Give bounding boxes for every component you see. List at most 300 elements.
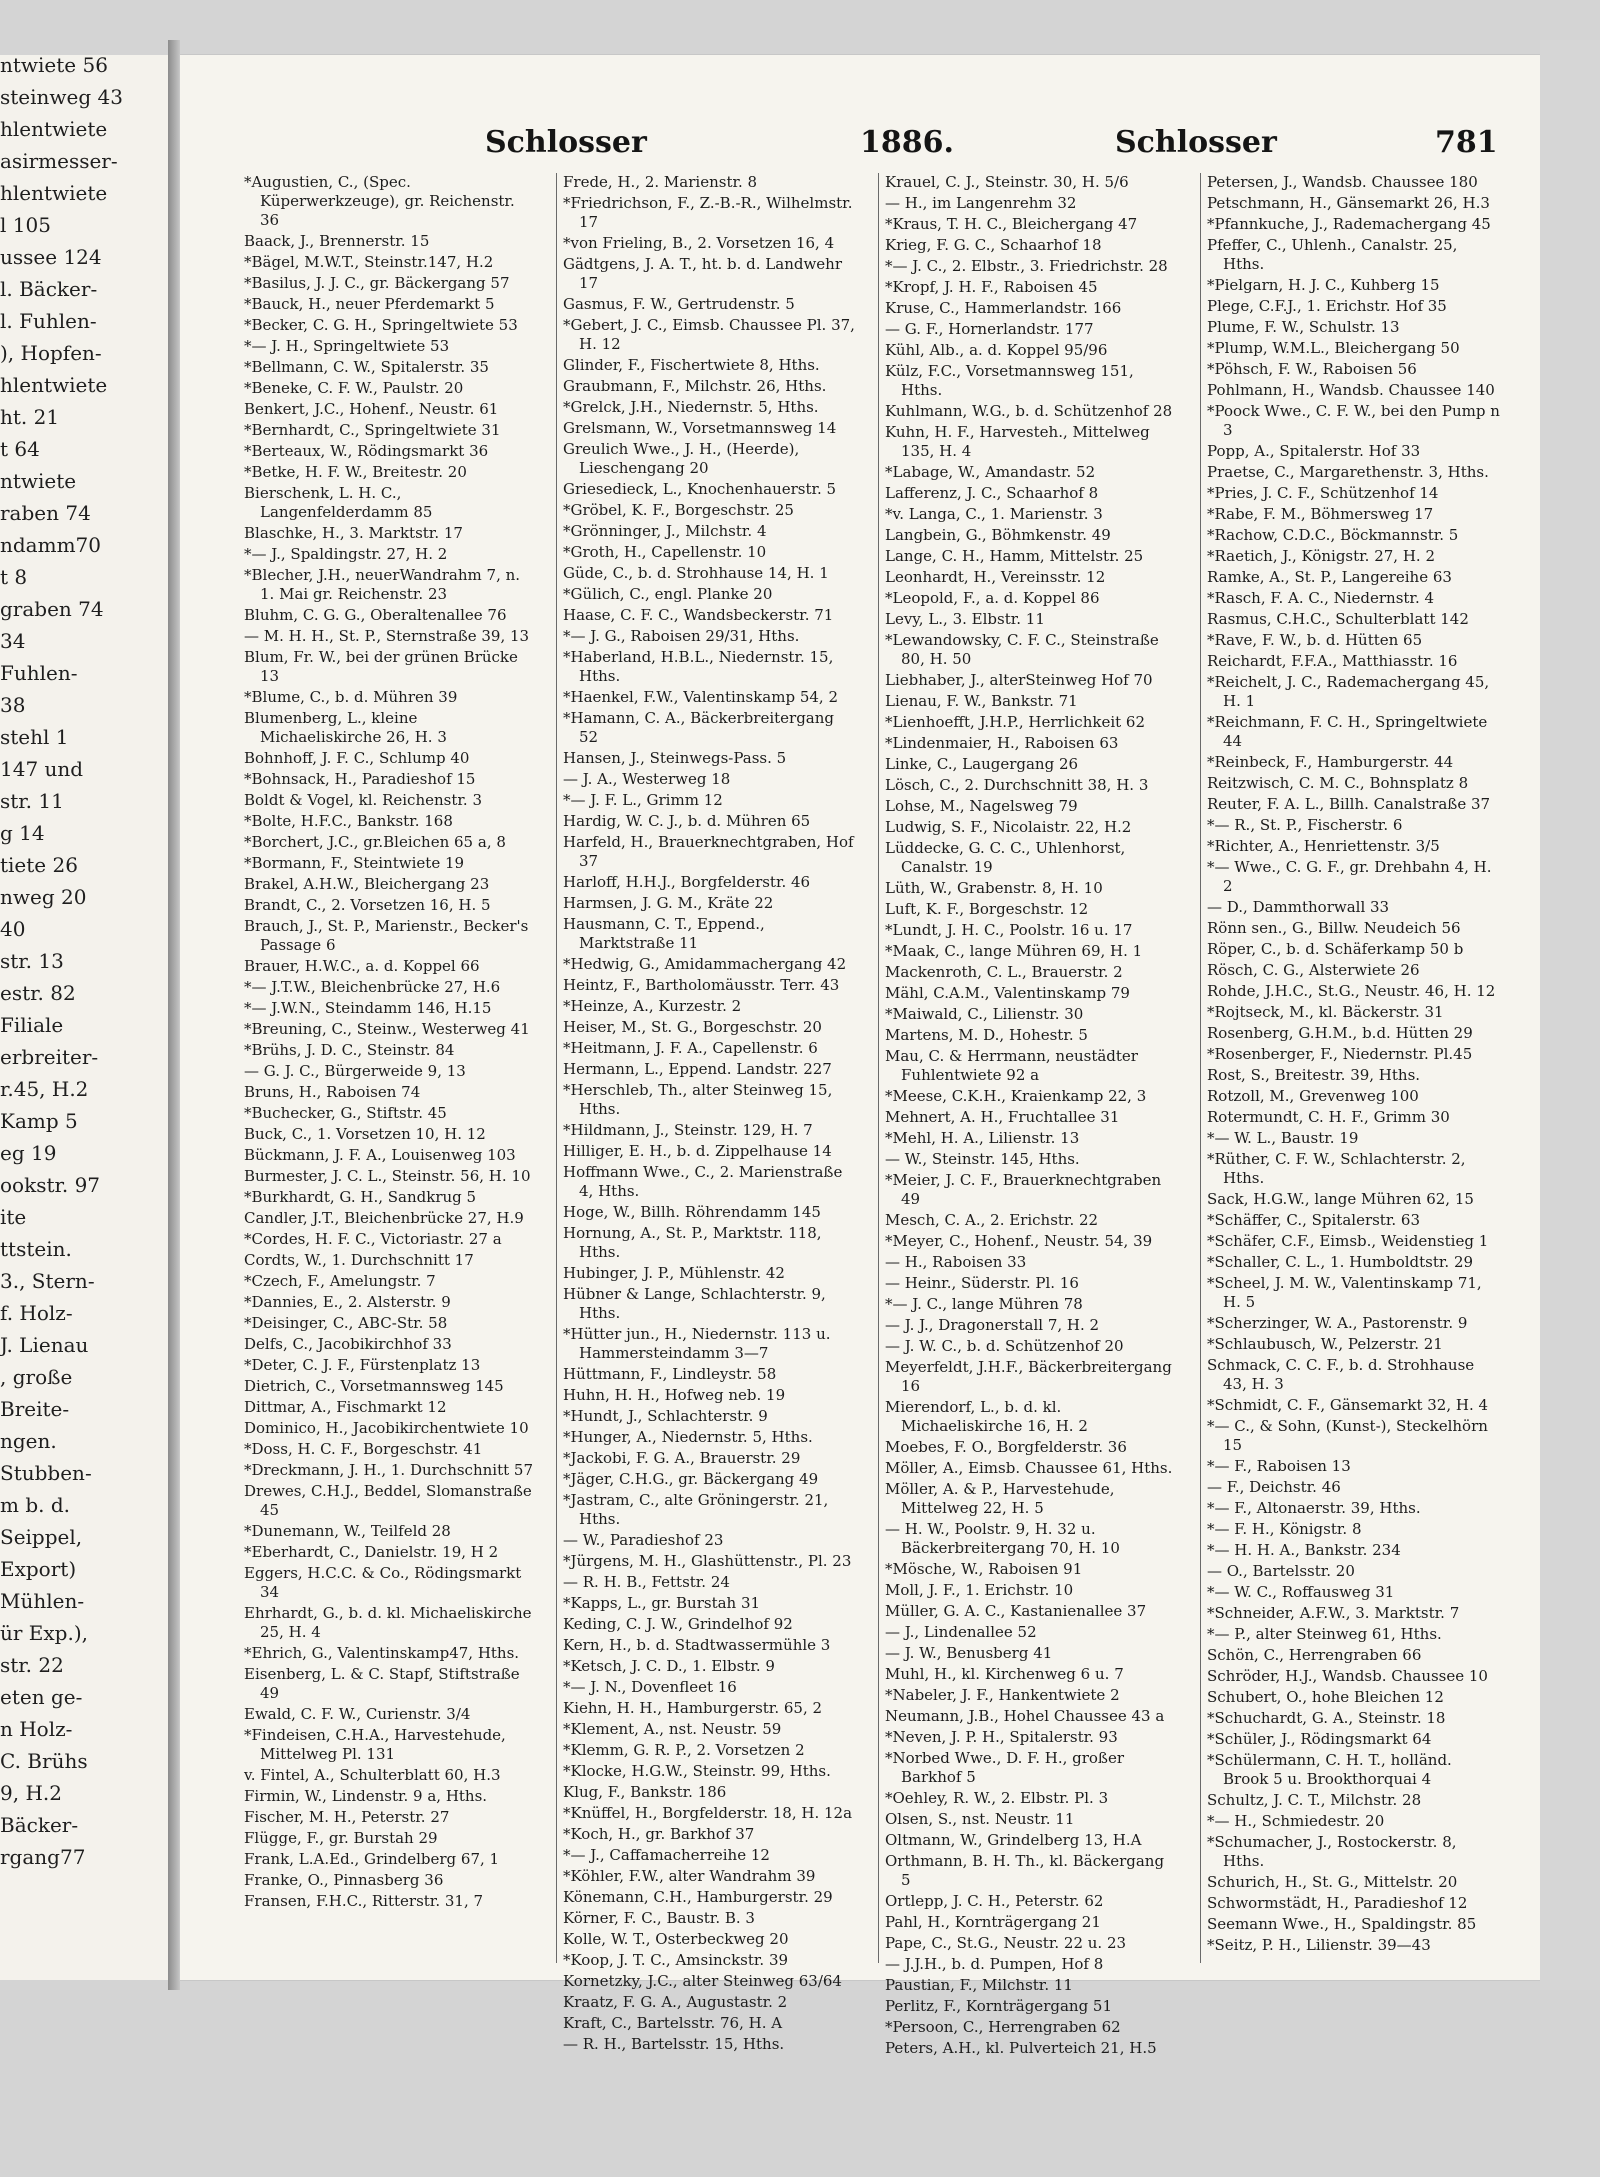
directory-entry: Harmsen, J. G. M., Kräte 22: [563, 894, 774, 912]
directory-entry: Muhl, H., kl. Kirchenweg 6 u. 7: [885, 1665, 1124, 1683]
directory-entry: — J. A., Westerweg 18: [563, 770, 731, 788]
directory-entry: Möller, A., Eimsb. Chaussee 61, Hths.: [885, 1459, 1173, 1477]
directory-entry: Liebhaber, J., alterSteinweg Hof 70: [885, 671, 1153, 689]
directory-entry: Hubinger, J. P., Mühlenstr. 42: [563, 1264, 785, 1282]
directory-entry: *Reinbeck, F., Hamburgerstr. 44: [1207, 753, 1454, 771]
directory-entry: *Berteaux, W., Rödingsmarkt 36: [244, 442, 489, 460]
directory-entry: *Kapps, L., gr. Burstah 31: [563, 1594, 761, 1612]
directory-entry: *— P., alter Steinweg 61, Hths.: [1207, 1625, 1442, 1643]
directory-entry: — M. H. H., St. P., Sternstraße 39, 13: [244, 627, 530, 645]
directory-entry: *Schneider, A.F.W., 3. Marktstr. 7: [1207, 1604, 1460, 1622]
directory-entry: Linke, C., Laugergang 26: [885, 755, 1079, 773]
prev-page-line: str. 22: [0, 1653, 64, 1677]
directory-entry: Hornung, A., St. P., Marktstr. 118, Hths.: [563, 1224, 822, 1261]
prev-page-line: Breite-: [0, 1397, 70, 1421]
directory-entry: *Jürgens, M. H., Glashüttenstr., Pl. 23: [563, 1552, 852, 1570]
directory-entry: Röper, C., b. d. Schäferkamp 50 b: [1207, 940, 1464, 958]
directory-entry: *Pöhsch, F. W., Raboisen 56: [1207, 360, 1417, 378]
directory-entry: *Grönninger, J., Milchstr. 4: [563, 522, 767, 540]
directory-entry: *Klemm, G. R. P., 2. Vorsetzen 2: [563, 1741, 805, 1759]
directory-entry: *Rabe, F. M., Böhmersweg 17: [1207, 505, 1434, 523]
directory-entry: — F., Deichstr. 46: [1207, 1478, 1341, 1496]
directory-entry: *Bolte, H.F.C., Bankstr. 168: [244, 812, 453, 830]
directory-entry: *v. Langa, C., 1. Marienstr. 3: [885, 505, 1103, 523]
directory-entry: Schröder, H.J., Wandsb. Chaussee 10: [1207, 1667, 1488, 1685]
directory-entry: Luft, K. F., Borgeschstr. 12: [885, 900, 1089, 918]
directory-entry: *Schumacher, J., Rostockerstr. 8, Hths.: [1207, 1833, 1457, 1870]
directory-entry: Eisenberg, L. & C. Stapf, Stiftstraße 49: [244, 1665, 520, 1702]
prev-page-line: Export): [0, 1557, 77, 1581]
directory-entry: Fischer, M. H., Peterstr. 27: [244, 1808, 450, 1826]
prev-page-line: ntwiete 56: [0, 53, 108, 77]
directory-entry: *Hedwig, G., Amidammachergang 42: [563, 955, 847, 973]
directory-columns: [238, 173, 1518, 2057]
prev-page-line: estr. 82: [0, 981, 76, 1005]
directory-entry: Kruse, C., Hammerlandstr. 166: [885, 299, 1122, 317]
directory-entry: Hübner & Lange, Schlachterstr. 9, Hths.: [563, 1285, 826, 1322]
directory-entry: v. Fintel, A., Schulterblatt 60, H.3: [244, 1766, 501, 1784]
directory-entry: Plege, C.F.J., 1. Erichstr. Hof 35: [1207, 297, 1447, 315]
directory-entry: Brauch, J., St. P., Marienstr., Becker's Passage 6: [244, 917, 529, 954]
page-number: 781: [1435, 125, 1498, 160]
directory-entry: Candler, J.T., Bleichenbrücke 27, H.9: [244, 1209, 524, 1227]
directory-entry: — J. J., Dragonerstall 7, H. 2: [885, 1316, 1100, 1334]
directory-entry: Hoffmann Wwe., C., 2. Marienstraße 4, Hths.: [563, 1163, 843, 1200]
prev-page-line: Filiale: [0, 1013, 64, 1037]
directory-entry: — Heinr., Süderstr. Pl. 16: [885, 1274, 1079, 1292]
directory-entry: Seemann Wwe., H., Spaldingstr. 85: [1207, 1915, 1477, 1933]
directory-entry: *Doss, H. C. F., Borgeschstr. 41: [244, 1440, 483, 1458]
directory-entry: Pfeffer, C., Uhlenh., Canalstr. 25, Hths.: [1207, 236, 1458, 273]
directory-entry: *— F. H., Königstr. 8: [1207, 1520, 1362, 1538]
directory-entry: — J., Lindenallee 52: [885, 1623, 1037, 1641]
directory-entry: *Richter, A., Henriettenstr. 3/5: [1207, 837, 1440, 855]
prev-page-line: 38: [0, 693, 26, 717]
directory-entry: — W., Paradieshof 23: [563, 1531, 724, 1549]
directory-entry: *Schaller, C. L., 1. Humboldtstr. 29: [1207, 1253, 1474, 1271]
directory-entry: Perlitz, F., Kornträgergang 51: [885, 1997, 1113, 2015]
prev-page-line: hlentwiete: [0, 181, 108, 205]
directory-entry: Schön, C., Herrengraben 66: [1207, 1646, 1422, 1664]
prev-page-line: t 64: [0, 437, 40, 461]
directory-entry: Ortlepp, J. C. H., Peterstr. 62: [885, 1892, 1104, 1910]
directory-entry: Gasmus, F. W., Gertrudenstr. 5: [563, 295, 795, 313]
directory-entry: *Bohnsack, H., Paradieshof 15: [244, 770, 476, 788]
prev-page-line: eten ge-: [0, 1685, 83, 1709]
directory-entry: Lange, C. H., Hamm, Mittelstr. 25: [885, 547, 1144, 565]
directory-entry: Drewes, C.H.J., Beddel, Slomanstraße 45: [244, 1482, 532, 1519]
prev-page-line: l. Bäcker-: [0, 277, 98, 301]
directory-entry: *Koch, H., gr. Barkhof 37: [563, 1825, 755, 1843]
directory-entry: *— C., & Sohn, (Kunst-), Steckelhörn 15: [1207, 1417, 1488, 1454]
prev-page-line: 40: [0, 917, 26, 941]
directory-entry: Bierschenk, L. H. C., Langenfelderdamm 85: [244, 484, 433, 521]
directory-entry: *Burkhardt, G. H., Sandkrug 5: [244, 1188, 477, 1206]
directory-entry: Griesedieck, L., Knochenhauerstr. 5: [563, 480, 837, 498]
directory-entry: *Pfannkuche, J., Rademachergang 45: [1207, 215, 1491, 233]
prev-page-line: str. 11: [0, 789, 64, 813]
directory-entry: *— H. H. A., Bankstr. 234: [1207, 1541, 1401, 1559]
directory-entry: Rotzoll, M., Grevenweg 100: [1207, 1087, 1419, 1105]
directory-entry: *Kropf, J. H. F., Raboisen 45: [885, 278, 1098, 296]
directory-entry: — R. H. B., Fettstr. 24: [563, 1573, 730, 1591]
directory-entry: Haase, C. F. C., Wandsbeckerstr. 71: [563, 606, 834, 624]
directory-entry: — R. H., Bartelsstr. 15, Hths.: [563, 2035, 785, 2053]
directory-entry: Schwormstädt, H., Paradieshof 12: [1207, 1894, 1468, 1912]
prev-page-line: asirmesser-: [0, 149, 118, 173]
directory-entry: — O., Bartelsstr. 20: [1207, 1562, 1355, 1580]
prev-page-line: ür Exp.),: [0, 1621, 88, 1645]
directory-entry: Delfs, C., Jacobikirchhof 33: [244, 1335, 452, 1353]
directory-page: [180, 55, 1540, 2057]
directory-entry: Pahl, H., Kornträgergang 21: [885, 1913, 1101, 1931]
directory-entry: Bruns, H., Raboisen 74: [244, 1083, 421, 1101]
directory-entry: *Findeisen, C.H.A., Harvestehude, Mittelweg Pl. 131: [244, 1726, 506, 1763]
directory-entry: Greulich Wwe., J. H., (Heerde), Lieschengang 20: [563, 440, 800, 477]
directory-entry: *— W. C., Roffausweg 31: [1207, 1583, 1395, 1601]
directory-entry: Klug, F., Bankstr. 186: [563, 1783, 727, 1801]
prev-page-line: 147 und: [0, 757, 84, 781]
book-gutter: [168, 40, 180, 1990]
directory-entry: Ludwig, S. F., Nicolaistr. 22, H.2: [885, 818, 1132, 836]
directory-entry: Lösch, C., 2. Durchschnitt 38, H. 3: [885, 776, 1149, 794]
directory-entry: *— J.W.N., Steindamm 146, H.15: [244, 999, 492, 1017]
directory-entry: *Schäfer, C.F., Eimsb., Weidenstieg 1: [1207, 1232, 1489, 1250]
page-header: [210, 125, 1520, 177]
prev-page-line: graben 74: [0, 597, 104, 621]
directory-entry: Kuhlmann, W.G., b. d. Schützenhof 28: [885, 402, 1173, 420]
directory-entry: *Mehl, H. A., Lilienstr. 13: [885, 1129, 1080, 1147]
directory-entry: Graubmann, F., Milchstr. 26, Hths.: [563, 377, 827, 395]
directory-entry: *Hamann, C. A., Bäckerbreitergang 52: [563, 709, 834, 746]
directory-entry: *Norbed Wwe., D. F. H., großer Barkhof 5: [885, 1749, 1125, 1786]
directory-entry: *Hütter jun., H., Niedernstr. 113 u. Hammersteindamm 3—7: [563, 1325, 831, 1362]
directory-entry: Meyerfeldt, J.H.F., Bäckerbreitergang 16: [885, 1358, 1172, 1395]
directory-entry: *Buchecker, G., Stiftstr. 45: [244, 1104, 447, 1122]
directory-entry: Cordts, W., 1. Durchschnitt 17: [244, 1251, 474, 1269]
directory-entry: Olsen, S., nst. Neustr. 11: [885, 1810, 1075, 1828]
directory-entry: Mackenroth, C. L., Brauerstr. 2: [885, 963, 1123, 981]
directory-entry: *Basilus, J. J. C., gr. Bäckergang 57: [244, 274, 510, 292]
directory-entry: Sack, H.G.W., lange Mühren 62, 15: [1207, 1190, 1474, 1208]
directory-entry: Ehrhardt, G., b. d. kl. Michaeliskirche 25, H. 4: [244, 1604, 532, 1641]
directory-entry: *Gröbel, K. F., Borgeschstr. 25: [563, 501, 794, 519]
directory-entry: Rohde, J.H.C., St.G., Neustr. 46, H. 12: [1207, 982, 1496, 1000]
prev-page-line: str. 13: [0, 949, 64, 973]
directory-entry: *Rosenberger, F., Niedernstr. Pl.45: [1207, 1045, 1473, 1063]
prev-page-line: l. Fuhlen-: [0, 309, 97, 333]
directory-entry: Kraatz, F. G. A., Augustastr. 2: [563, 1993, 788, 2011]
directory-entry: *Bauck, H., neuer Pferdemarkt 5: [244, 295, 495, 313]
directory-entry: *— J. F. L., Grimm 12: [563, 791, 723, 809]
directory-entry: *von Frieling, B., 2. Vorsetzen 16, 4: [563, 234, 835, 252]
prev-page-line: rgang77: [0, 1845, 86, 1869]
directory-entry: Moll, J. F., 1. Erichstr. 10: [885, 1581, 1074, 1599]
directory-entry: *Dunemann, W., Teilfeld 28: [244, 1522, 451, 1540]
prev-page-line: ), Hopfen-: [0, 341, 102, 365]
directory-entry: Kühl, Alb., a. d. Koppel 95/96: [885, 341, 1108, 359]
directory-entry: Schurich, H., St. G., Mittelstr. 20: [1207, 1873, 1458, 1891]
directory-entry: *Schülermann, C. H. T., holländ. Brook 5 u. Brookthorquai 4: [1207, 1751, 1452, 1788]
directory-entry: *Hildmann, J., Steinstr. 129, H. 7: [563, 1121, 813, 1139]
directory-entry: Lüth, W., Grabenstr. 8, H. 10: [885, 879, 1103, 897]
header-category-right: Schlosser: [1115, 125, 1277, 160]
directory-entry: Kuhn, H. F., Harvesteh., Mittelweg 135, H. 4: [885, 423, 1150, 460]
directory-entry: *Gebert, J. C., Eimsb. Chaussee Pl. 37, H. 12: [563, 316, 855, 353]
directory-entry: Langbein, G., Böhmkenstr. 49: [885, 526, 1111, 544]
directory-entry: *Rachow, C.D.C., Böckmannstr. 5: [1207, 526, 1459, 544]
directory-entry: *Jäger, C.H.G., gr. Bäckergang 49: [563, 1470, 819, 1488]
prev-page-line: , große: [0, 1365, 73, 1389]
directory-entry: Buck, C., 1. Vorsetzen 10, H. 12: [244, 1125, 486, 1143]
prev-page-line: m b. d.: [0, 1493, 70, 1517]
directory-entry: Fransen, F.H.C., Ritterstr. 31, 7: [244, 1892, 484, 1910]
directory-entry: Dominico, H., Jacobikirchentwiete 10: [244, 1419, 529, 1437]
directory-entry: *— J. C., lange Mühren 78: [885, 1295, 1083, 1313]
directory-entry: *Maiwald, C., Lilienstr. 30: [885, 1005, 1084, 1023]
directory-entry: *Grelck, J.H., Niedernstr. 5, Hths.: [563, 398, 819, 416]
directory-entry: Burmester, J. C. L., Steinstr. 56, H. 10: [244, 1167, 531, 1185]
directory-entry: Könemann, C.H., Hamburgerstr. 29: [563, 1888, 833, 1906]
prev-page-line: Mühlen-: [0, 1589, 85, 1613]
directory-entry: — J.J.H., b. d. Pumpen, Hof 8: [885, 1955, 1104, 1973]
directory-entry: *— R., St. P., Fischerstr. 6: [1207, 816, 1403, 834]
directory-entry: Bohnhoff, J. F. C., Schlump 40: [244, 749, 470, 767]
directory-entry: Güde, C., b. d. Strohhause 14, H. 1: [563, 564, 829, 582]
directory-entry: *Rasch, F. A. C., Niedernstr. 4: [1207, 589, 1435, 607]
directory-entry: Leonhardt, H., Vereinsstr. 12: [885, 568, 1106, 586]
directory-entry: *Lewandowsky, C. F. C., Steinstraße 80, H. 50: [885, 631, 1159, 668]
directory-entry: *Scheel, J. M. W., Valentinskamp 71, H. 5: [1207, 1274, 1482, 1311]
directory-entry: Dittmar, A., Fischmarkt 12: [244, 1398, 447, 1416]
directory-entry: *— J. G., Raboisen 29/31, Hths.: [563, 627, 800, 645]
prev-page-line: g 14: [0, 821, 45, 845]
directory-entry: Külz, F.C., Vorsetmannsweg 151, Hths.: [885, 362, 1134, 399]
directory-entry: Boldt & Vogel, kl. Reichenstr. 3: [244, 791, 482, 809]
directory-entry: *Pries, J. C. F., Schützenhof 14: [1207, 484, 1439, 502]
directory-entry: *Meyer, C., Hohenf., Neustr. 54, 39: [885, 1232, 1153, 1250]
prev-page-line: Kamp 5: [0, 1109, 78, 1133]
prev-page-line: 34: [0, 629, 26, 653]
directory-entry: *Lundt, J. H. C., Poolstr. 16 u. 17: [885, 921, 1133, 939]
directory-entry: Rösch, C. G., Alsterwiete 26: [1207, 961, 1420, 979]
directory-entry: *Schuchardt, G. A., Steinstr. 18: [1207, 1709, 1446, 1727]
directory-entry: Dietrich, C., Vorsetmannsweg 145: [244, 1377, 504, 1395]
directory-entry: *Herschleb, Th., alter Steinweg 15, Hths.: [563, 1081, 833, 1118]
directory-entry: Pape, C., St.G., Neustr. 22 u. 23: [885, 1934, 1127, 1952]
directory-entry: *Blume, C., b. d. Mühren 39: [244, 688, 458, 706]
directory-entry: *Dreckmann, J. H., 1. Durchschnitt 57: [244, 1461, 533, 1479]
directory-entry: *— F., Raboisen 13: [1207, 1457, 1351, 1475]
directory-entry: Brandt, C., 2. Vorsetzen 16, H. 5: [244, 896, 491, 914]
directory-entry: — H. W., Poolstr. 9, H. 32 u. Bäckerbreitergang 70, H. 10: [885, 1520, 1120, 1557]
prev-page-line: n Holz-: [0, 1717, 73, 1741]
directory-entry: Mierendorf, L., b. d. kl. Michaeliskirche 16, H. 2: [885, 1398, 1088, 1435]
directory-entry: *Labage, W., Amandastr. 52: [885, 463, 1096, 481]
directory-entry: Hausmann, C. T., Eppend., Marktstraße 11: [563, 915, 765, 952]
prev-page-line: ussee 124: [0, 245, 102, 269]
directory-entry: Kraft, C., Bartelsstr. 76, H. A: [563, 2014, 783, 2032]
directory-entry: Krieg, F. G. C., Schaarhof 18: [885, 236, 1102, 254]
directory-entry: Kern, H., b. d. Stadtwassermühle 3: [563, 1636, 831, 1654]
directory-entry: Frank, L.A.Ed., Grindelberg 67, 1: [244, 1850, 500, 1868]
directory-entry: *Plump, W.M.L., Bleichergang 50: [1207, 339, 1460, 357]
directory-entry: Brauer, H.W.C., a. d. Koppel 66: [244, 957, 480, 975]
directory-entry: Körner, F. C., Baustr. B. 3: [563, 1909, 755, 1927]
directory-entry: Lafferenz, J. C., Schaarhof 8: [885, 484, 1099, 502]
prev-page-line: tiete 26: [0, 853, 78, 877]
directory-entry: *Groth, H., Capellenstr. 10: [563, 543, 767, 561]
directory-entry: Praetse, C., Margarethenstr. 3, Hths.: [1207, 463, 1489, 481]
directory-entry: — H., im Langenrehm 32: [885, 194, 1077, 212]
directory-entry: *Bormann, F., Steintwiete 19: [244, 854, 465, 872]
directory-entry: Mehnert, A. H., Fruchtallee 31: [885, 1108, 1120, 1126]
directory-entry: Rasmus, C.H.C., Schulterblatt 142: [1207, 610, 1469, 628]
prev-page-line: ite: [0, 1205, 27, 1229]
directory-entry: Franke, O., Pinnasberg 36: [244, 1871, 444, 1889]
directory-entry: *Jastram, C., alte Gröningerstr. 21, Hths.: [563, 1491, 829, 1528]
directory-entry: Blum, Fr. W., bei der grünen Brücke 13: [244, 648, 518, 685]
prev-page-line: nweg 20: [0, 885, 87, 909]
directory-entry: *Augustien, C., (Spec. Küperwerkzeuge), gr. Reichenstr. 36: [244, 173, 515, 229]
directory-entry: Schultz, J. C. T., Milchstr. 28: [1207, 1791, 1422, 1809]
prev-page-line: ookstr. 97: [0, 1173, 101, 1197]
directory-entry: Huhn, H. H., Hofweg neb. 19: [563, 1386, 786, 1404]
directory-entry: *Lienhoefft, J.H.P., Herrlichkeit 62: [885, 713, 1146, 731]
prev-page-line: C. Brühs: [0, 1749, 88, 1773]
directory-entry: *Raetich, J., Königstr. 27, H. 2: [1207, 547, 1435, 565]
prev-page-line: ngen.: [0, 1429, 57, 1453]
directory-entry: *Betke, H. F. W., Breitestr. 20: [244, 463, 467, 481]
directory-entry: Rönn sen., G., Billw. Neudeich 56: [1207, 919, 1461, 937]
directory-entry: Heintz, F., Bartholomäusstr. Terr. 43: [563, 976, 840, 994]
prev-page-line: 3., Stern-: [0, 1269, 95, 1293]
directory-entry: — J. W., Benusberg 41: [885, 1644, 1053, 1662]
directory-entry: Grelsmann, W., Vorsetmannsweg 14: [563, 419, 837, 437]
directory-entry: *Bägel, M.W.T., Steinstr.147, H.2: [244, 253, 494, 271]
directory-entry: Blumenberg, L., kleine Michaeliskirche 26, H. 3: [244, 709, 447, 746]
column-1: [238, 173, 538, 1963]
directory-entry: *Beneke, C. F. W., Paulstr. 20: [244, 379, 464, 397]
directory-entry: *Heinze, A., Kurzestr. 2: [563, 997, 742, 1015]
directory-entry: Mesch, C. A., 2. Erichstr. 22: [885, 1211, 1099, 1229]
directory-entry: Reichardt, F.F.A., Matthiasstr. 16: [1207, 652, 1458, 670]
directory-entry: *Ketsch, J. C. D., 1. Elbstr. 9: [563, 1657, 775, 1675]
directory-entry: Moebes, F. O., Borgfelderstr. 36: [885, 1438, 1127, 1456]
directory-entry: *Meese, C.K.H., Kraienkamp 22, 3: [885, 1087, 1147, 1105]
directory-entry: Kornetzky, J.C., alter Steinweg 63/64: [563, 1972, 842, 1990]
prev-page-line: erbreiter-: [0, 1045, 99, 1069]
header-year: 1886.: [860, 125, 954, 160]
directory-entry: Bluhm, C. G. G., Oberaltenallee 76: [244, 606, 507, 624]
directory-entry: *Schüler, J., Rödingsmarkt 64: [1207, 1730, 1432, 1748]
directory-entry: Pohlmann, H., Wandsb. Chaussee 140: [1207, 381, 1495, 399]
prev-page-line: hlentwiete: [0, 117, 108, 141]
directory-entry: Reitzwisch, C. M. C., Bohnsplatz 8: [1207, 774, 1469, 792]
directory-entry: *— J., Caffamacherreihe 12: [563, 1846, 770, 1864]
directory-entry: Firmin, W., Lindenstr. 9 a, Hths.: [244, 1787, 488, 1805]
directory-entry: Eggers, H.C.C. & Co., Rödingsmarkt 34: [244, 1564, 522, 1601]
directory-entry: *— J., Spaldingstr. 27, H. 2: [244, 545, 448, 563]
directory-entry: — G. F., Hornerlandstr. 177: [885, 320, 1094, 338]
prev-page-line: Stubben-: [0, 1461, 92, 1485]
directory-entry: Ramke, A., St. P., Langereihe 63: [1207, 568, 1452, 586]
directory-entry: Rosenberg, G.H.M., b.d. Hütten 29: [1207, 1024, 1473, 1042]
directory-entry: *Rave, F. W., b. d. Hütten 65: [1207, 631, 1423, 649]
directory-entry: Baack, J., Brennerstr. 15: [244, 232, 430, 250]
directory-entry: *Friedrichson, F., Z.-B.-R., Wilhelmstr. 17: [563, 194, 853, 231]
directory-entry: *Kraus, T. H. C., Bleichergang 47: [885, 215, 1138, 233]
directory-entry: *Becker, C. G. H., Springeltwiete 53: [244, 316, 518, 334]
directory-entry: Harfeld, H., Brauerknechtgraben, Hof 37: [563, 833, 854, 870]
directory-entry: *Breuning, C., Steinw., Westerweg 41: [244, 1020, 530, 1038]
directory-entry: Hermann, L., Eppend. Landstr. 227: [563, 1060, 832, 1078]
directory-entry: *Rüther, C. F. W., Schlachterstr. 2, Hths.: [1207, 1150, 1466, 1187]
directory-entry: Lienau, F. W., Bankstr. 71: [885, 692, 1078, 710]
directory-entry: Oltmann, W., Grindelberg 13, H.A: [885, 1831, 1142, 1849]
directory-entry: *Oehley, R. W., 2. Elbstr. Pl. 3: [885, 1789, 1109, 1807]
directory-entry: *Schlaubusch, W., Pelzerstr. 21: [1207, 1335, 1443, 1353]
directory-entry: Lohse, M., Nagelsweg 79: [885, 797, 1078, 815]
directory-entry: *Poock Wwe., C. F. W., bei den Pump n 3: [1207, 402, 1500, 439]
directory-entry: Levy, L., 3. Elbstr. 11: [885, 610, 1045, 628]
directory-entry: *Bernhardt, C., Springeltwiete 31: [244, 421, 501, 439]
directory-entry: Brakel, A.H.W., Bleichergang 23: [244, 875, 490, 893]
directory-entry: *Neven, J. P. H., Spitalerstr. 93: [885, 1728, 1118, 1746]
directory-entry: *Ehrich, G., Valentinskamp47, Hths.: [244, 1644, 520, 1662]
directory-entry: *Jackobi, F. G. A., Brauerstr. 29: [563, 1449, 801, 1467]
directory-entry: *— J. C., 2. Elbstr., 3. Friedrichstr. 28: [885, 257, 1168, 275]
directory-entry: *Dannies, E., 2. Alsterstr. 9: [244, 1293, 451, 1311]
directory-entry: Popp, A., Spitalerstr. Hof 33: [1207, 442, 1421, 460]
directory-entry: *Rojtseck, M., kl. Bäckerstr. 31: [1207, 1003, 1444, 1021]
directory-entry: *— F., Altonaerstr. 39, Hths.: [1207, 1499, 1421, 1517]
directory-entry: *Mösche, W., Raboisen 91: [885, 1560, 1083, 1578]
directory-entry: *— Wwe., C. G. F., gr. Drehbahn 4, H. 2: [1207, 858, 1492, 895]
directory-entry: Schmack, C. C. F., b. d. Strohhause 43, H. 3: [1207, 1356, 1475, 1393]
directory-entry: Mau, C. & Herrmann, neustädter Fuhlentwiete 92 a: [885, 1047, 1138, 1084]
directory-entry: Hilliger, E. H., b. d. Zippelhause 14: [563, 1142, 832, 1160]
directory-entry: Möller, A. & P., Harvestehude, Mittelweg 22, H. 5: [885, 1480, 1115, 1517]
column-3: [878, 173, 1178, 2057]
prev-page-line: stehl 1: [0, 725, 69, 749]
directory-entry: *Brühs, J. D. C., Steinstr. 84: [244, 1041, 455, 1059]
prev-page-line: steinweg 43: [0, 85, 123, 109]
prev-page-line: Seippel,: [0, 1525, 83, 1549]
directory-entry: — D., Dammthorwall 33: [1207, 898, 1390, 916]
directory-entry: *Knüffel, H., Borgfelderstr. 18, H. 12a: [563, 1804, 853, 1822]
directory-entry: — H., Raboisen 33: [885, 1253, 1027, 1271]
directory-entry: *Nabeler, J. F., Hankentwiete 2: [885, 1686, 1120, 1704]
directory-entry: *Persoon, C., Herrengraben 62: [885, 2018, 1121, 2036]
directory-entry: Flügge, F., gr. Burstah 29: [244, 1829, 438, 1847]
column-4: [1200, 173, 1500, 1963]
directory-entry: *— W. L., Baustr. 19: [1207, 1129, 1359, 1147]
directory-entry: Hansen, J., Steinwegs-Pass. 5: [563, 749, 787, 767]
directory-entry: Lüddecke, G. C. C., Uhlenhorst, Canalstr. 19: [885, 839, 1126, 876]
directory-entry: *Gülich, C., engl. Planke 20: [563, 585, 773, 603]
directory-entry: Hoge, W., Billh. Röhrendamm 145: [563, 1203, 821, 1221]
directory-entry: Kolle, W. T., Osterbeckweg 20: [563, 1930, 789, 1948]
directory-entry: *Haberland, H.B.L., Niedernstr. 15, Hths.: [563, 648, 834, 685]
directory-entry: *Koop, J. T. C., Amsinckstr. 39: [563, 1951, 789, 1969]
directory-entry: *Reichmann, F. C. H., Springeltwiete 44: [1207, 713, 1488, 750]
directory-entry: Bückmann, J. F. A., Louisenweg 103: [244, 1146, 516, 1164]
directory-entry: Paustian, F., Milchstr. 11: [885, 1976, 1073, 1994]
directory-entry: Rotermundt, C. H. F., Grimm 30: [1207, 1108, 1450, 1126]
directory-entry: Reuter, F. A. L., Billh. Canalstraße 37: [1207, 795, 1491, 813]
prev-page-line: eg 19: [0, 1141, 57, 1165]
